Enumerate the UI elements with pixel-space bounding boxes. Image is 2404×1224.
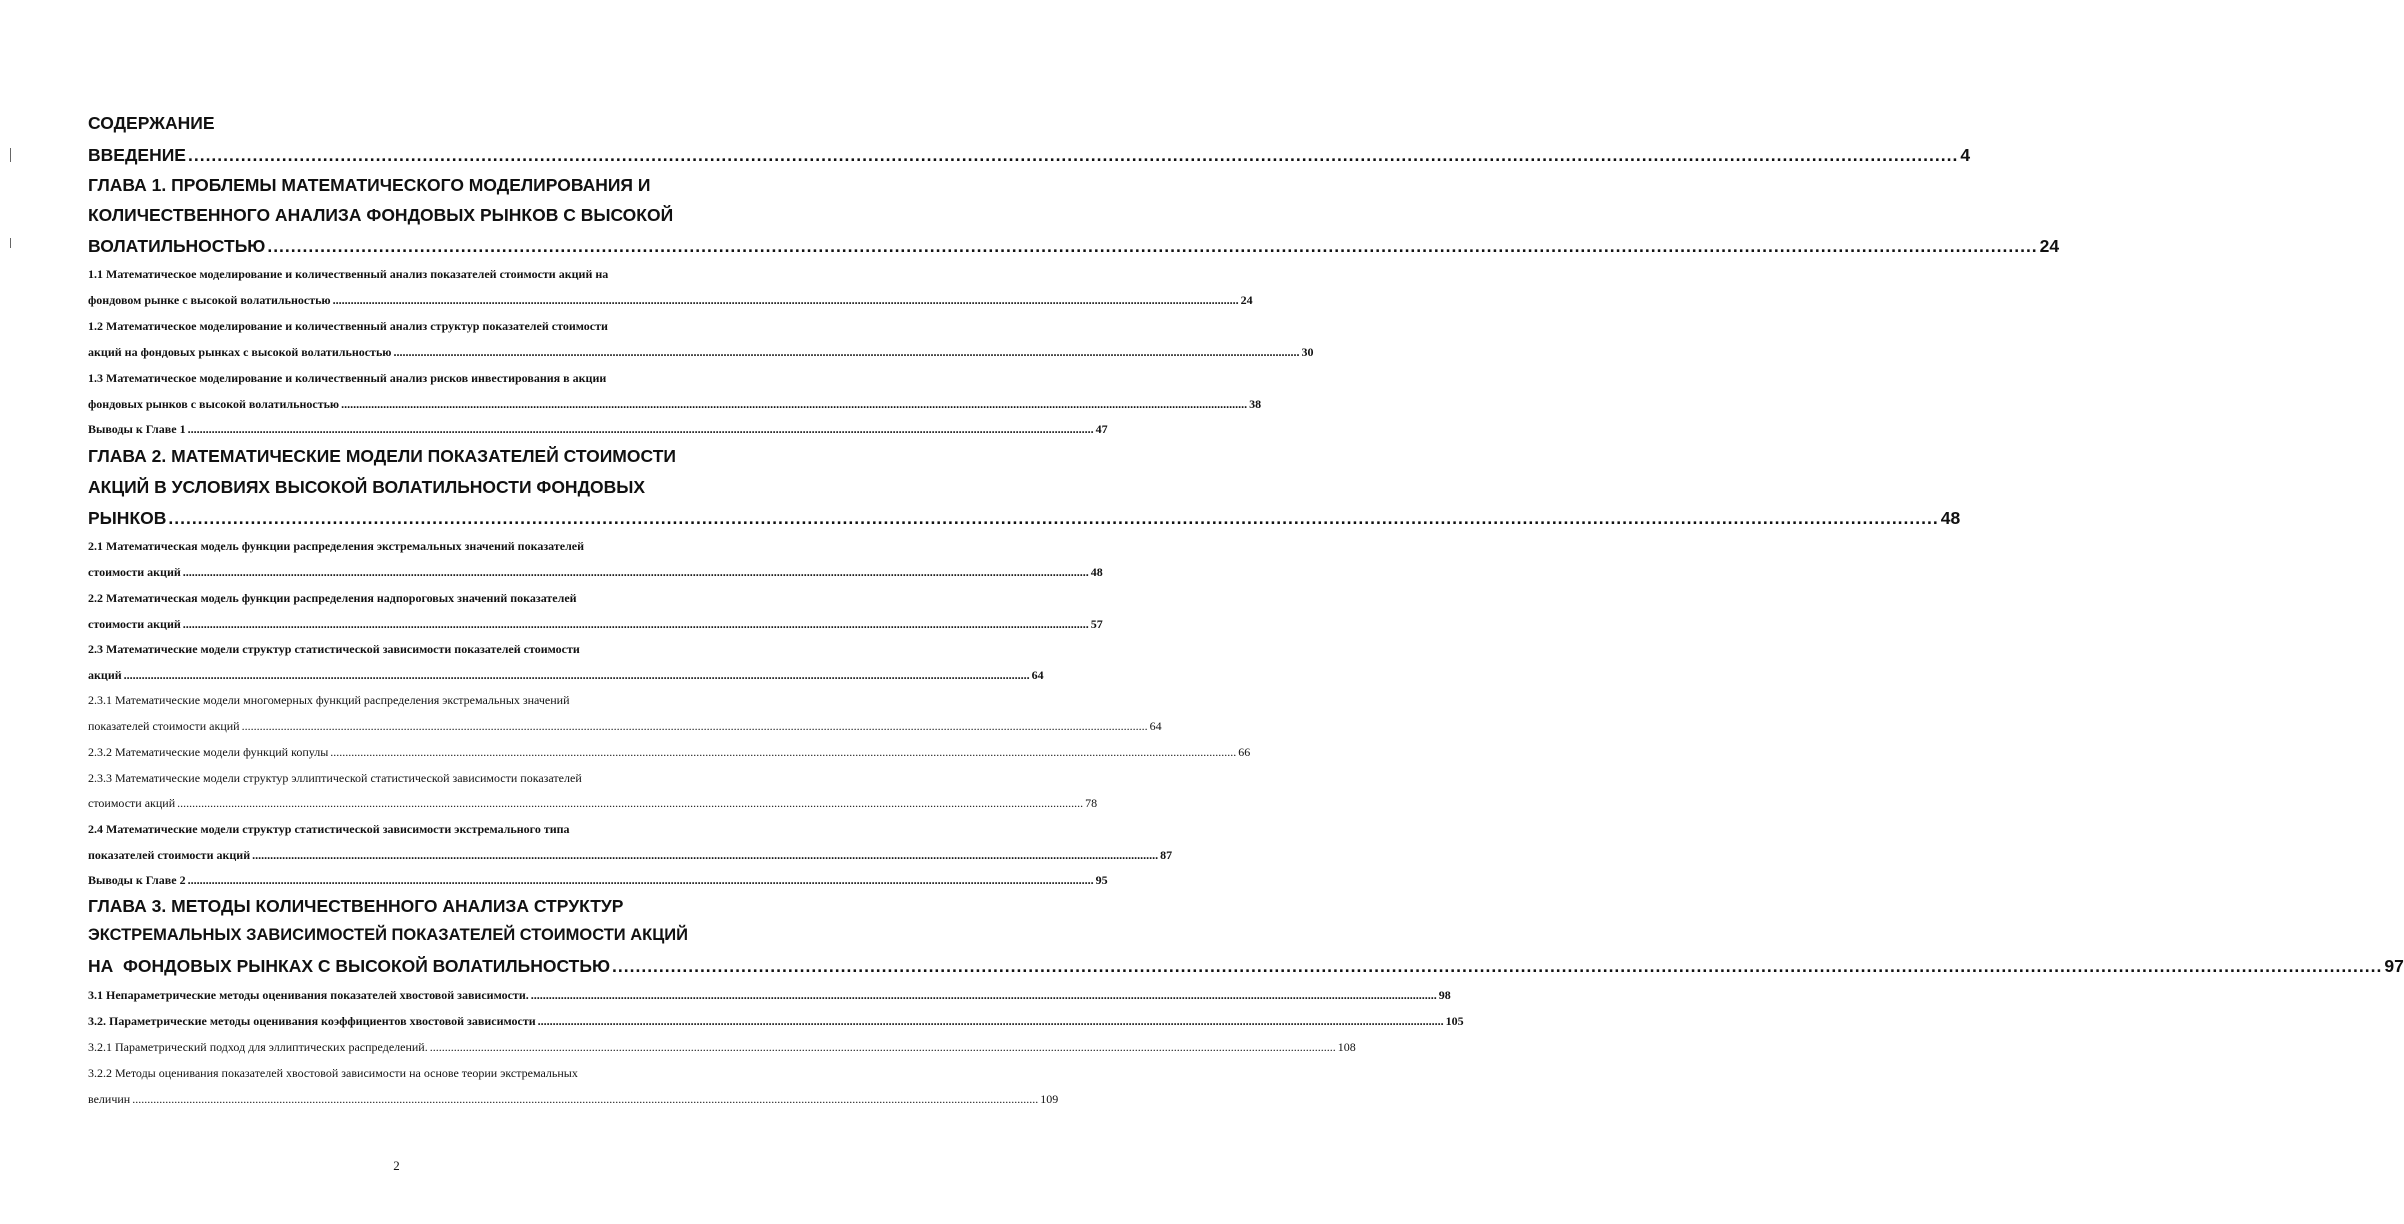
- toc-entry-text: 3.2.2 Методы оценивания показателей хвостовой зависимости на основе теории экстремальных: [88, 1066, 578, 1080]
- toc-subsection-entry[interactable]: [88, 1066, 696, 1081]
- page-number: 2: [393, 1158, 400, 1173]
- toc-leader-dots: [538, 1014, 1444, 1029]
- toc-entry-page: 64: [1031, 668, 1044, 682]
- toc-leader-dots: [267, 236, 2037, 257]
- toc-chapter-heading[interactable]: [88, 508, 1961, 529]
- toc-subsection-entry[interactable]: [88, 1092, 1059, 1107]
- toc-leader-dots: [183, 617, 1089, 632]
- toc-entry-text: показателей стоимости акций: [88, 719, 240, 733]
- toc-entry-text: 2.1 Математическая модель функции распределения экстремальных значений показателей: [88, 539, 585, 553]
- toc-chapter-heading[interactable]: [88, 926, 696, 945]
- toc-chapter-heading[interactable]: [88, 896, 696, 917]
- scan-margin-mark: [10, 238, 11, 248]
- toc-section-entry[interactable]: [88, 319, 696, 334]
- toc-leader-dots: [252, 848, 1158, 863]
- toc-entry-text: стоимости акций: [88, 565, 181, 579]
- toc-section-entry[interactable]: [88, 371, 696, 386]
- toc-section-entry[interactable]: [88, 848, 1173, 863]
- toc-subsection-entry[interactable]: [88, 693, 696, 708]
- toc-entry-page: 48: [1090, 565, 1103, 579]
- toc-entry-page: 66: [1238, 745, 1251, 759]
- toc-section-entry[interactable]: [88, 267, 696, 282]
- toc-leader-dots: [188, 422, 1094, 437]
- toc-entry-text: КОЛИЧЕСТВЕННОГО АНАЛИЗА ФОНДОВЫХ РЫНКОВ С ВЫСОКОЙ: [88, 205, 674, 225]
- toc-entry-text: ГЛАВА 3. МЕТОДЫ КОЛИЧЕСТВЕННОГО АНАЛИЗА СТРУКТУР: [88, 896, 624, 916]
- toc-entry-page: 78: [1085, 796, 1098, 810]
- toc-entry-text: показателей стоимости акций: [88, 848, 251, 862]
- toc-leader-dots: [177, 796, 1083, 811]
- toc-entry-page: 87: [1160, 848, 1173, 862]
- toc-entry-text: ГЛАВА 2. МАТЕМАТИЧЕСКИЕ МОДЕЛИ ПОКАЗАТЕЛЕЙ СТОИМОСТИ: [88, 446, 676, 466]
- toc-chapter-heading[interactable]: [88, 477, 696, 498]
- toc-entry-text: 1.1 Математическое моделирование и количественный анализ показателей стоимости акций на: [88, 267, 609, 281]
- toc-leader-dots: [393, 345, 1299, 360]
- toc-entry-text: 2.3.3 Математические модели структур эллиптической статистической зависимости показателей: [88, 771, 582, 785]
- toc-entry-page: 108: [1337, 1040, 1356, 1054]
- toc-chapter-heading[interactable]: [88, 956, 2404, 977]
- toc-entry-text: 3.2. Параметрические методы оценивания коэффициентов хвостовой зависимости: [88, 1014, 536, 1028]
- toc-leader-dots: [612, 956, 2382, 977]
- toc-chapter-heading[interactable]: [88, 205, 696, 226]
- toc-entry-page: 48: [1940, 508, 1961, 528]
- toc-entry-page: 24: [1240, 293, 1253, 307]
- toc-leader-dots: [124, 668, 1030, 683]
- toc-subsection-entry[interactable]: [88, 1040, 1356, 1055]
- toc-entry-text: НА ФОНДОВЫХ РЫНКАХ С ВЫСОКОЙ ВОЛАТИЛЬНОСТЬЮ: [88, 956, 611, 976]
- toc-entry-text: Выводы к Главе 1: [88, 422, 186, 436]
- toc-leader-dots: [430, 1040, 1336, 1055]
- toc-entry-page: 57: [1090, 617, 1103, 631]
- toc-entry-page: 24: [2039, 236, 2060, 256]
- toc-entry-page: 105: [1445, 1014, 1464, 1028]
- toc-section-entry[interactable]: [88, 668, 1044, 683]
- toc-section-entry[interactable]: [88, 345, 1314, 360]
- toc-leader-dots: [531, 988, 1437, 1003]
- toc-leader-dots: [242, 719, 1148, 734]
- toc-leader-dots: [333, 293, 1239, 308]
- toc-title: СОДЕРЖАНИЕ: [88, 113, 215, 133]
- toc-leader-dots: [188, 145, 1958, 166]
- toc-entry-text: фондовых рынков с высокой волатильностью: [88, 397, 340, 411]
- toc-entry-text: 2.4 Математические модели структур статистической зависимости экстремального типа: [88, 822, 570, 836]
- toc-entry-text: РЫНКОВ: [88, 508, 167, 528]
- toc-entry-text: акций на фондовых рынках с высокой волатильностью: [88, 345, 392, 359]
- toc-entry-page: 109: [1040, 1092, 1059, 1106]
- toc-entry-page: 38: [1249, 397, 1262, 411]
- toc-entry-text: фондовом рынке с высокой волатильностью: [88, 293, 331, 307]
- toc-subsection-entry[interactable]: [88, 796, 1098, 811]
- toc-entry-text: 2.2 Математическая модель функции распределения надпороговых значений показателей: [88, 591, 577, 605]
- toc-entry-text: 3.1 Непараметрические методы оценивания показателей хвостовой зависимости.: [88, 988, 529, 1002]
- toc-entry-page: 98: [1438, 988, 1451, 1002]
- toc-section-entry[interactable]: [88, 539, 696, 554]
- toc-chapter-heading[interactable]: [88, 236, 2060, 257]
- toc-section-entry[interactable]: [88, 565, 1103, 580]
- toc-section-entry[interactable]: [88, 617, 1103, 632]
- toc-entry-text: ЭКСТРЕМАЛЬНЫХ ЗАВИСИМОСТЕЙ ПОКАЗАТЕЛЕЙ СТОИМОСТИ АКЦИЙ: [88, 926, 689, 944]
- toc-section-entry[interactable]: [88, 422, 1108, 437]
- toc-entry-text: стоимости акций: [88, 796, 176, 810]
- toc-subsection-entry[interactable]: [88, 771, 696, 786]
- scan-margin-mark: [10, 148, 11, 162]
- toc-entry-text: ГЛАВА 1. ПРОБЛЕМЫ МАТЕМАТИЧЕСКОГО МОДЕЛИРОВАНИЯ И: [88, 175, 651, 195]
- toc-leader-dots: [188, 873, 1094, 888]
- toc-subsection-entry[interactable]: [88, 745, 1251, 760]
- toc-entry-page: 47: [1095, 422, 1108, 436]
- toc-leader-dots: [183, 565, 1089, 580]
- toc-entry-text: ВВЕДЕНИЕ: [88, 145, 186, 165]
- toc-section-entry[interactable]: [88, 642, 696, 657]
- toc-entry-text: стоимости акций: [88, 617, 181, 631]
- toc-entry-text: 2.3 Математические модели структур статистической зависимости показателей стоимости: [88, 642, 580, 656]
- toc-leader-dots: [168, 508, 1938, 529]
- toc-entry-page: 64: [1149, 719, 1162, 733]
- toc-leader-dots: [132, 1092, 1038, 1107]
- toc-leader-dots: [341, 397, 1247, 412]
- toc-entry-text: 3.2.1 Параметрический подход для эллиптических распределений.: [88, 1040, 428, 1054]
- toc-entry-page: 95: [1095, 873, 1108, 887]
- toc-section-entry[interactable]: [88, 873, 1108, 888]
- toc-section-entry[interactable]: [88, 1014, 1464, 1029]
- toc-chapter-heading[interactable]: [88, 175, 696, 196]
- toc-entry-text: Выводы к Главе 2: [88, 873, 186, 887]
- toc-entry-text: 1.3 Математическое моделирование и количественный анализ рисков инвестирования в акции: [88, 371, 607, 385]
- toc-section-entry[interactable]: [88, 822, 696, 837]
- toc-entry-page: 97: [2384, 956, 2404, 976]
- toc-section-entry[interactable]: [88, 397, 1262, 412]
- toc-leader-dots: [330, 745, 1236, 760]
- toc-section-entry[interactable]: [88, 988, 1451, 1003]
- toc-entry-page: 4: [1960, 145, 1971, 165]
- toc-entry-text: 2.3.2 Математические модели функций копулы: [88, 745, 329, 759]
- toc-entry-text: АКЦИЙ В УСЛОВИЯХ ВЫСОКОЙ ВОЛАТИЛЬНОСТИ ФОНДОВЫХ: [88, 477, 646, 497]
- toc-entry-introduction[interactable]: [88, 145, 1971, 166]
- toc-entry-text: 1.2 Математическое моделирование и количественный анализ структур показателей стоимости: [88, 319, 608, 333]
- toc-chapter-heading[interactable]: [88, 446, 696, 467]
- toc-entry-page: 30: [1301, 345, 1314, 359]
- toc-entry-text: акций: [88, 668, 122, 682]
- toc-entry-text: ВОЛАТИЛЬНОСТЬЮ: [88, 236, 266, 256]
- toc-section-entry[interactable]: [88, 293, 1253, 308]
- toc-section-entry[interactable]: [88, 591, 696, 606]
- toc-entry-text: величин: [88, 1092, 131, 1106]
- toc-subsection-entry[interactable]: [88, 719, 1162, 734]
- toc-entry-text: 2.3.1 Математические модели многомерных функций распределения экстремальных значений: [88, 693, 570, 707]
